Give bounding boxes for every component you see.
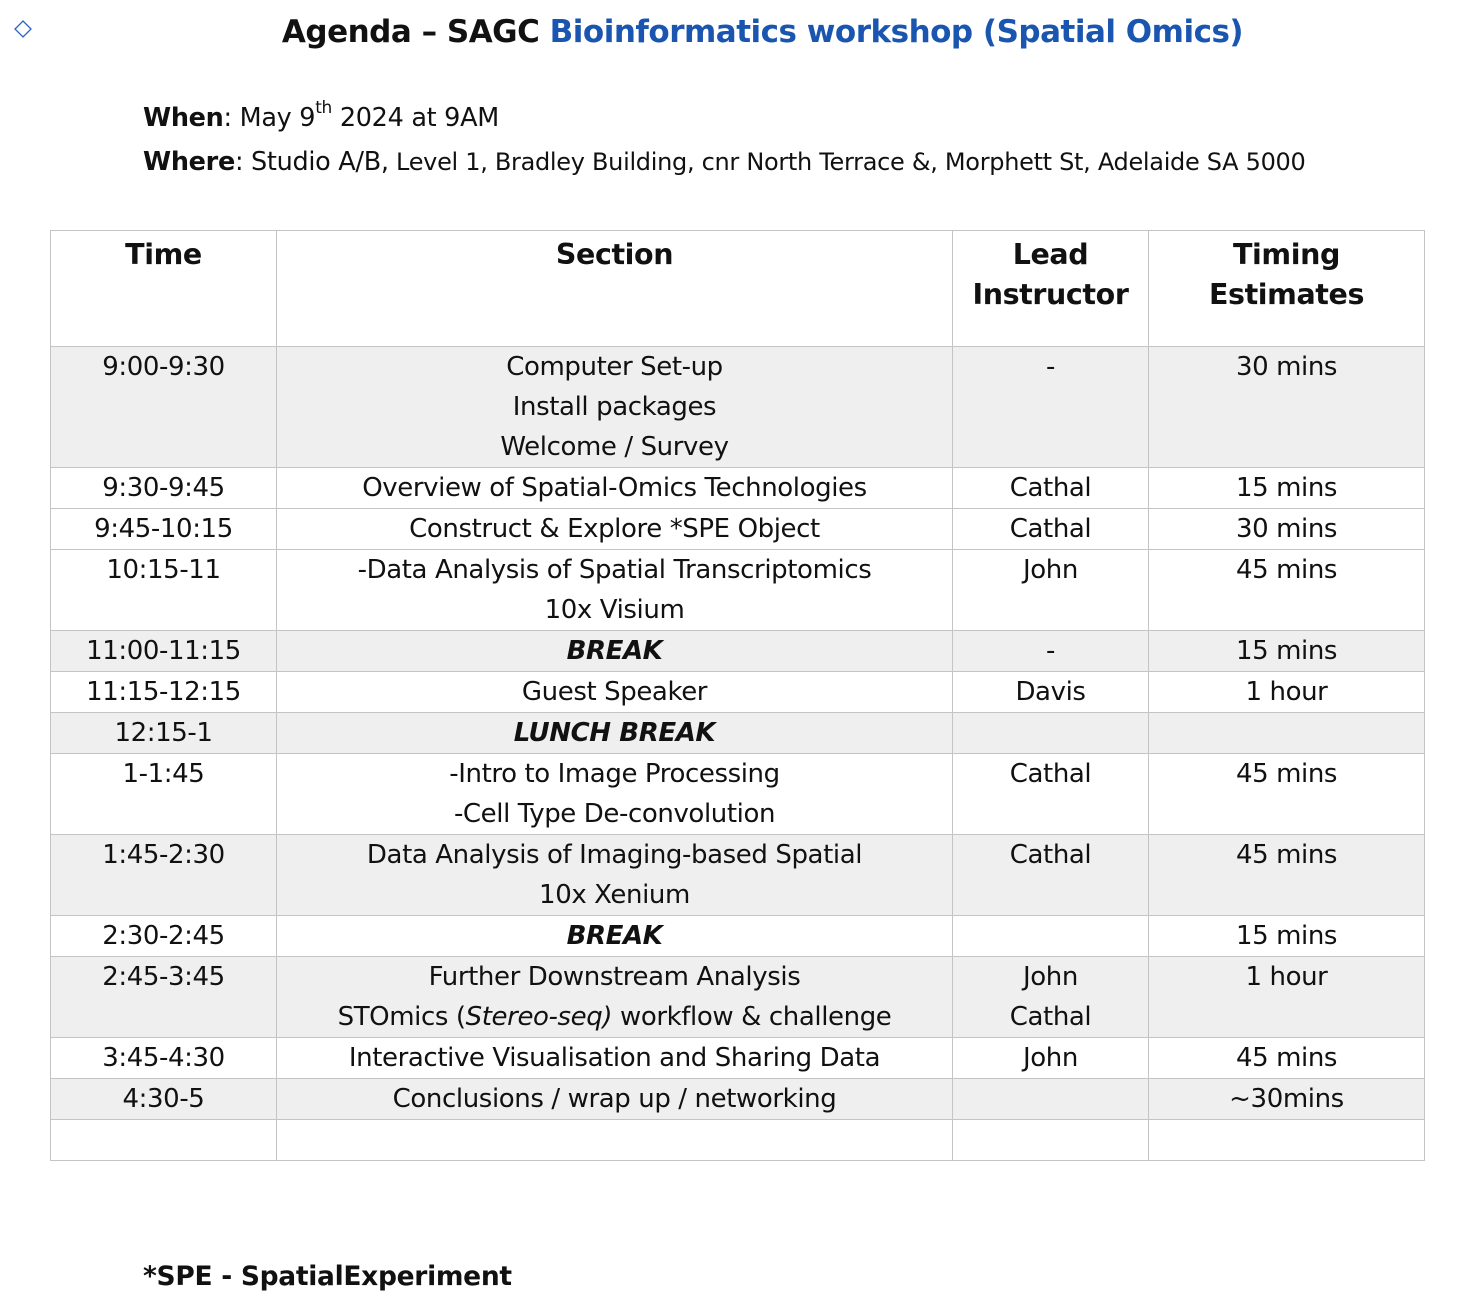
empty-cell bbox=[953, 1120, 1149, 1161]
table-row bbox=[51, 835, 1425, 916]
cell-section bbox=[277, 631, 953, 672]
instructor-name: Cathal bbox=[1009, 840, 1092, 870]
cell-section bbox=[277, 835, 953, 916]
section-line: Welcome / Survey bbox=[500, 432, 729, 462]
cell-time: 12:15-1 bbox=[51, 713, 277, 754]
header-timing-line-2: Estimates bbox=[1208, 278, 1365, 311]
cell-time: 10:15-11 bbox=[51, 550, 277, 631]
cell-instructor bbox=[953, 631, 1149, 672]
cell-timing-estimate: 30 mins bbox=[1149, 347, 1425, 468]
table-row-empty bbox=[51, 1120, 1425, 1161]
cell-timing-estimate: 45 mins bbox=[1149, 1038, 1425, 1079]
section-line: -Cell Type De-convolution bbox=[453, 799, 776, 829]
section-line: LUNCH BREAK bbox=[513, 718, 716, 748]
table-row bbox=[51, 713, 1425, 754]
where-line bbox=[143, 147, 1306, 177]
cell-timing-estimate: 45 mins bbox=[1149, 754, 1425, 835]
table-row bbox=[51, 672, 1425, 713]
cell-instructor bbox=[953, 550, 1149, 631]
title-prefix: Agenda – SAGC bbox=[281, 14, 550, 50]
table-header-row bbox=[51, 231, 1425, 347]
section-line: Overview of Spatial-Omics Technologies bbox=[362, 473, 867, 503]
section-line: 10x Visium bbox=[544, 595, 685, 625]
instructor-name: Cathal bbox=[1009, 473, 1092, 503]
table-row bbox=[51, 1079, 1425, 1120]
table-row bbox=[51, 631, 1425, 672]
instructor-name: - bbox=[1046, 636, 1055, 666]
table-row bbox=[51, 1038, 1425, 1079]
cell-timing-estimate bbox=[1149, 713, 1425, 754]
section-line: Interactive Visualisation and Sharing Data bbox=[348, 1043, 881, 1073]
empty-cell bbox=[51, 1120, 277, 1161]
table-row bbox=[51, 550, 1425, 631]
cell-timing-estimate: 15 mins bbox=[1149, 468, 1425, 509]
table-row bbox=[51, 754, 1425, 835]
cell-section bbox=[277, 468, 953, 509]
cell-instructor bbox=[953, 957, 1149, 1038]
cell-time: 1-1:45 bbox=[51, 754, 277, 835]
instructor-name: Cathal bbox=[1009, 759, 1092, 789]
instructor-name: Davis bbox=[1015, 677, 1086, 707]
table-row bbox=[51, 468, 1425, 509]
cell-instructor bbox=[953, 672, 1149, 713]
section-line bbox=[281, 997, 948, 1037]
agenda-table bbox=[50, 230, 1425, 1161]
table-row bbox=[51, 957, 1425, 1038]
header-timing-estimates bbox=[1149, 231, 1425, 347]
cell-instructor bbox=[953, 1038, 1149, 1079]
header-instructor-line-1: Lead bbox=[1012, 238, 1089, 271]
where-label: Where bbox=[143, 147, 235, 177]
cell-timing-estimate: 15 mins bbox=[1149, 916, 1425, 957]
cell-section bbox=[277, 957, 953, 1038]
cell-time: 11:00-11:15 bbox=[51, 631, 277, 672]
cell-time: 4:30-5 bbox=[51, 1079, 277, 1120]
section-part-em: Stereo-seq) bbox=[465, 1002, 613, 1032]
cell-timing-estimate: 45 mins bbox=[1149, 835, 1425, 916]
cell-instructor bbox=[953, 1079, 1149, 1120]
section-line: BREAK bbox=[566, 921, 663, 951]
header-instructor-line-2: Instructor bbox=[972, 278, 1129, 311]
section-line: Computer Set-up bbox=[506, 352, 723, 382]
cell-section bbox=[277, 672, 953, 713]
footnote: *SPE - SpatialExperiment bbox=[143, 1261, 512, 1292]
section-line: 10x Xenium bbox=[539, 880, 690, 910]
cell-timing-estimate: 1 hour bbox=[1149, 957, 1425, 1038]
cell-section bbox=[277, 347, 953, 468]
where-studio: : Studio A/B, bbox=[234, 147, 389, 177]
when-date-sup: th bbox=[315, 98, 333, 118]
cell-timing-estimate: ~30mins bbox=[1149, 1079, 1425, 1120]
instructor-name: Cathal bbox=[1009, 1002, 1092, 1032]
title-accent: Bioinformatics workshop (Spatial Omics) bbox=[549, 14, 1244, 50]
cell-section bbox=[277, 754, 953, 835]
table-row bbox=[51, 347, 1425, 468]
header-section: Section bbox=[277, 231, 953, 347]
header-timing-line-1: Timing bbox=[1233, 238, 1340, 271]
cell-time: 1:45-2:30 bbox=[51, 835, 277, 916]
section-line: Install packages bbox=[512, 392, 717, 422]
section-part-pre: STOmics ( bbox=[337, 1002, 466, 1032]
section-line: Conclusions / wrap up / networking bbox=[392, 1084, 837, 1114]
cell-time: 9:00-9:30 bbox=[51, 347, 277, 468]
table-row bbox=[51, 916, 1425, 957]
when-label: When bbox=[143, 103, 224, 133]
instructor-name: Cathal bbox=[1009, 514, 1092, 544]
section-line: Data Analysis of Imaging-based Spatial bbox=[366, 840, 863, 870]
when-date-post: 2024 at 9AM bbox=[332, 103, 499, 133]
section-line: Construct & Explore *SPE Object bbox=[409, 514, 820, 544]
when-line bbox=[143, 98, 499, 133]
cell-time: 2:30-2:45 bbox=[51, 916, 277, 957]
cell-time: 9:45-10:15 bbox=[51, 509, 277, 550]
when-date-pre: : May 9 bbox=[223, 103, 316, 133]
cell-time: 3:45-4:30 bbox=[51, 1038, 277, 1079]
cell-section bbox=[277, 916, 953, 957]
cell-time: 9:30-9:45 bbox=[51, 468, 277, 509]
table-row bbox=[51, 509, 1425, 550]
cell-instructor bbox=[953, 347, 1149, 468]
header-time: Time bbox=[51, 231, 277, 347]
section-line: -Intro to Image Processing bbox=[449, 759, 780, 789]
section-line: BREAK bbox=[566, 636, 663, 666]
cell-instructor bbox=[953, 713, 1149, 754]
cell-section bbox=[277, 713, 953, 754]
where-address: Level 1, Bradley Building, cnr North Terrace &, Morphett St, Adelaide SA 5000 bbox=[388, 148, 1306, 176]
cell-instructor bbox=[953, 916, 1149, 957]
instructor-name: John bbox=[1023, 1043, 1078, 1073]
cell-time: 2:45-3:45 bbox=[51, 957, 277, 1038]
instructor-name: John bbox=[1023, 962, 1078, 992]
empty-cell bbox=[1149, 1120, 1425, 1161]
cell-time: 11:15-12:15 bbox=[51, 672, 277, 713]
header-lead-instructor bbox=[953, 231, 1149, 347]
cell-instructor bbox=[953, 835, 1149, 916]
cell-timing-estimate: 1 hour bbox=[1149, 672, 1425, 713]
cell-timing-estimate: 30 mins bbox=[1149, 509, 1425, 550]
section-part-post: workflow & challenge bbox=[612, 1002, 892, 1032]
cell-section bbox=[277, 1038, 953, 1079]
page-title bbox=[0, 14, 1474, 50]
cell-timing-estimate: 15 mins bbox=[1149, 631, 1425, 672]
section-line: -Data Analysis of Spatial Transcriptomics bbox=[357, 555, 872, 585]
section-line: Further Downstream Analysis bbox=[428, 962, 801, 992]
cell-instructor bbox=[953, 754, 1149, 835]
cell-instructor bbox=[953, 468, 1149, 509]
empty-cell bbox=[277, 1120, 953, 1161]
cell-section bbox=[277, 509, 953, 550]
cell-section bbox=[277, 1079, 953, 1120]
instructor-name: John bbox=[1023, 555, 1078, 585]
agenda-body bbox=[51, 347, 1425, 1161]
instructor-name: - bbox=[1046, 352, 1055, 382]
cell-section bbox=[277, 550, 953, 631]
section-line: Guest Speaker bbox=[521, 677, 708, 707]
cell-instructor bbox=[953, 509, 1149, 550]
cell-timing-estimate: 45 mins bbox=[1149, 550, 1425, 631]
